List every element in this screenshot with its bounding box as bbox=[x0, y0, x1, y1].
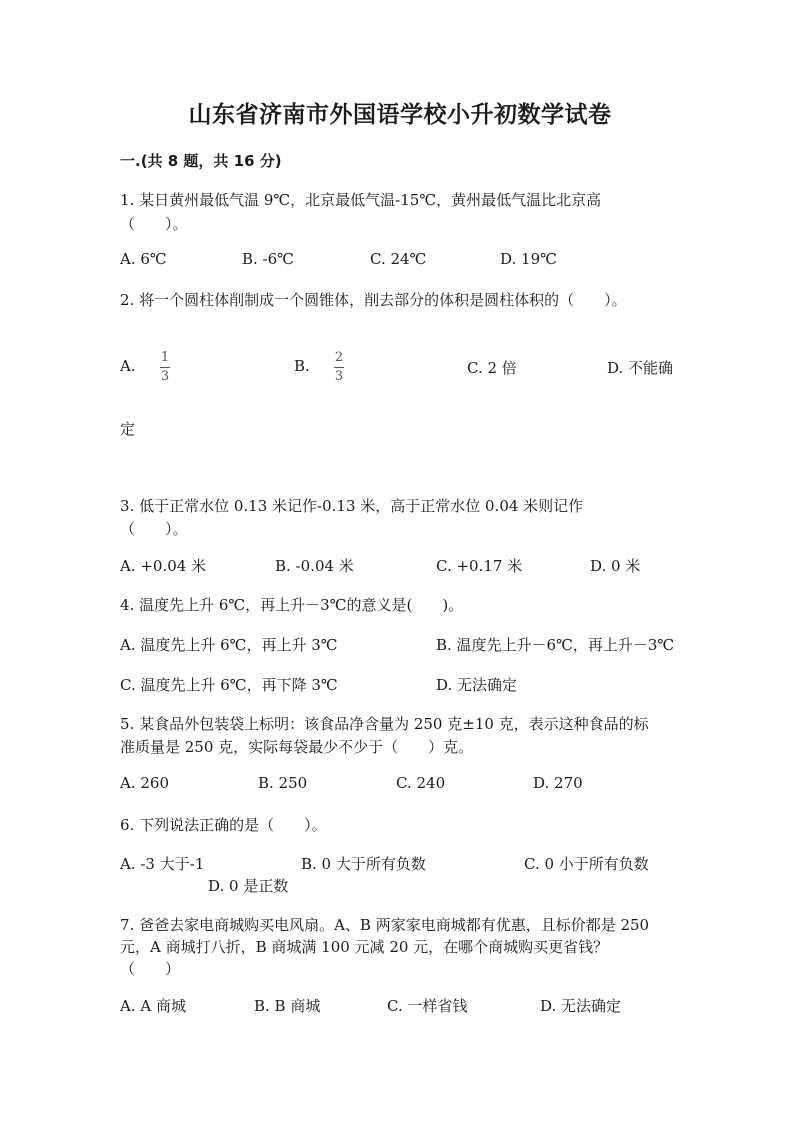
exam-title: 山东省济南市外国语学校小升初数学试卷 bbox=[188, 101, 612, 128]
q3-option-d: D. 0 米 bbox=[590, 557, 641, 575]
q2-option-b-denominator: 3 bbox=[334, 369, 344, 384]
q2-option-b-fraction bbox=[334, 351, 344, 384]
q5-option-b: B. 250 bbox=[258, 774, 308, 792]
q7-option-b: B. B 商城 bbox=[254, 997, 321, 1015]
q1-option-b: B. -6℃ bbox=[242, 250, 294, 268]
q6-option-c: C. 0 小于所有负数 bbox=[524, 855, 649, 873]
q6-option-b: B. 0 大于所有负数 bbox=[301, 855, 426, 873]
q2-option-b-numerator: 2 bbox=[334, 350, 344, 365]
q4-stem-line1: 4. 温度先上升 6℃，再上升－3℃的意义是( )。 bbox=[120, 596, 464, 614]
q3-stem-line1: 3. 低于正常水位 0.13 米记作-0.13 米，高于正常水位 0.04 米则记作 bbox=[120, 497, 584, 515]
q5-stem-line2: 准质量是 250 克，实际每袋最少不少于（ ）克。 bbox=[120, 738, 474, 756]
q4-option-c: C. 温度先上升 6℃，再下降 3℃ bbox=[120, 676, 338, 694]
q2-stem-line1: 2. 将一个圆柱体削制成一个圆锥体，削去部分的体积是圆柱体积的（ ）。 bbox=[120, 291, 627, 309]
q1-stem-line2: （ ）。 bbox=[120, 215, 188, 233]
q6-stem-line1: 6. 下列说法正确的是（ ）。 bbox=[120, 816, 327, 834]
q3-stem-line2: （ ）。 bbox=[120, 520, 188, 538]
q5-option-d: D. 270 bbox=[533, 774, 583, 792]
q1-stem-line1: 1. 某日黄州最低气温 9℃，北京最低气温-15℃，黄州最低气温比北京高 bbox=[120, 191, 602, 209]
q6-option-d: D. 0 是正数 bbox=[208, 877, 289, 895]
q7-option-d: D. 无法确定 bbox=[540, 997, 622, 1015]
q6-option-a: A. -3 大于-1 bbox=[120, 855, 205, 873]
q4-option-d: D. 无法确定 bbox=[436, 676, 518, 694]
q2-option-a-fraction bbox=[160, 351, 170, 384]
q1-option-c: C. 24℃ bbox=[370, 250, 427, 268]
fraction-bar bbox=[160, 367, 170, 368]
q3-option-b: B. -0.04 米 bbox=[275, 557, 354, 575]
q5-option-a: A. 260 bbox=[120, 774, 169, 792]
q7-stem-line2: 元，A 商城打八折，B 商城满 100 元减 20 元，在哪个商城购买更省钱？ bbox=[120, 938, 609, 956]
q2-option-b-label: B. bbox=[294, 357, 310, 375]
q5-option-c: C. 240 bbox=[396, 774, 446, 792]
q1-option-d: D. 19℃ bbox=[500, 250, 557, 268]
q2-option-a-numerator: 1 bbox=[160, 350, 170, 365]
q3-option-c: C. +0.17 米 bbox=[436, 557, 523, 575]
q7-stem-line1: 7. 爸爸去家电商城购买电风扇。A、B 两家家电商城都有优惠，且标价都是 250 bbox=[120, 916, 650, 934]
section-heading: 一.(共 8 题，共 16 分) bbox=[120, 152, 282, 170]
fraction-bar bbox=[334, 367, 344, 368]
q4-option-a: A. 温度先上升 6℃，再上升 3℃ bbox=[120, 636, 338, 654]
q5-stem-line1: 5. 某食品外包装袋上标明：该食品净含量为 250 克±10 克，表示这种食品的标 bbox=[120, 715, 649, 733]
q2-option-c: C. 2 倍 bbox=[467, 359, 517, 377]
q7-option-c: C. 一样省钱 bbox=[387, 997, 468, 1015]
q7-stem-line3: （ ） bbox=[120, 960, 181, 978]
q2-option-a-label: A. bbox=[120, 357, 136, 375]
q1-option-a: A. 6℃ bbox=[120, 250, 167, 268]
q7-option-a: A. A 商城 bbox=[120, 997, 186, 1015]
q2-option-a-denominator: 3 bbox=[160, 369, 170, 384]
q3-option-a: A. +0.04 米 bbox=[120, 557, 207, 575]
q2-option-d: D. 不能确 bbox=[607, 359, 674, 377]
q2-option-d-continued: 定 bbox=[120, 420, 136, 438]
q4-option-b: B. 温度先上升－6℃，再上升－3℃ bbox=[436, 636, 675, 654]
